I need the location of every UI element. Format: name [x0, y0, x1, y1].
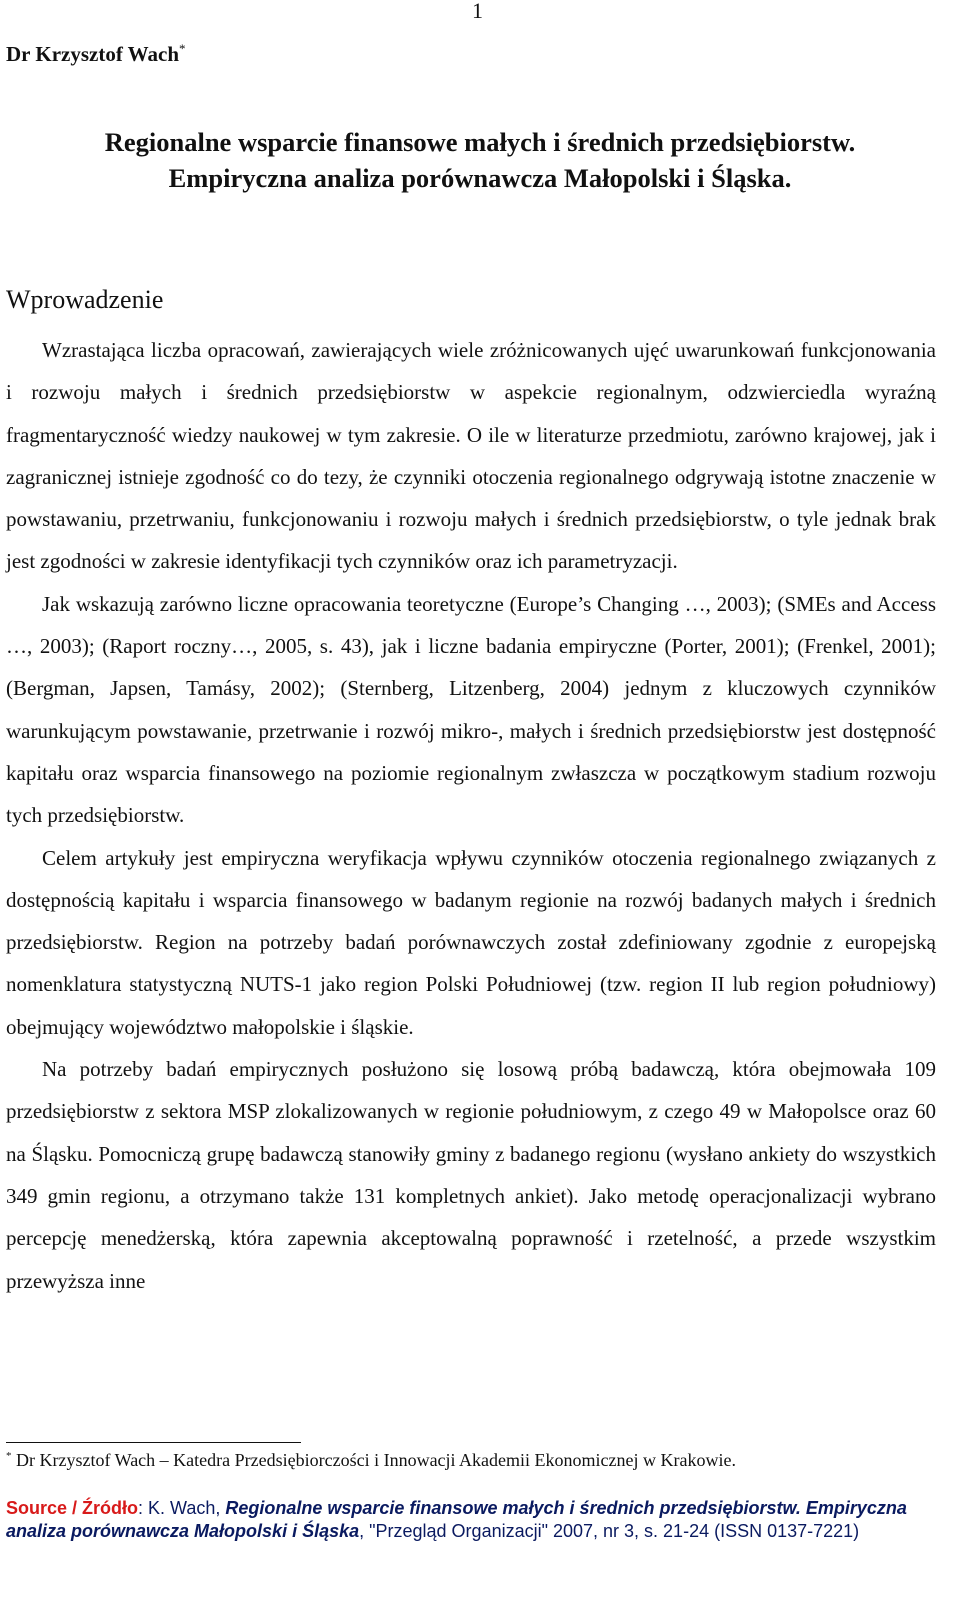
footnote-divider [6, 1442, 301, 1443]
source-title: Regionalne wsparcie finansowe małych i średnich przedsiębiorstw. Empiryczna analiza porównawcza Małopolski i Śląska [6, 1498, 907, 1541]
paragraph: Wzrastająca liczba opracowań, zawierających wiele zróżnicowanych ujęć uwarunkowań funkcjonowania i rozwoju małych i średnich przedsiębiorstw w aspekcie regionalnym, odzwierciedla wyraźną fragmentaryczność wiedzy naukowej w tym zakresie. O ile w literaturze przedmiotu, zarówno krajowej, jak i zagranicznej istnieje zgodność co do tezy, że czynniki otoczenia regionalnego odgrywają istotne znaczenie w powstawaniu, przetrwaniu, funkcjonowaniu i rozwoju małych i średnich przedsiębiorstw, o tyle jednak brak jest zgodności w zakresie identyfikacji tych czynników oraz ich parametryzacji. [6, 338, 936, 574]
footnote-marker: * [6, 1450, 12, 1462]
body-text [6, 329, 936, 1302]
source-label: Source / Źródło [6, 1498, 139, 1518]
page-number: 1 [472, 0, 483, 23]
article-title-line-1: Regionalne wsparcie finansowe małych i średnich przedsiębiorstw. [104, 127, 856, 157]
section-heading: Wprowadzenie [6, 285, 164, 314]
source-author: : K. Wach, [138, 1498, 226, 1518]
footnote [6, 1447, 936, 1473]
paragraph: Jak wskazują zarówno liczne opracowania teoretyczne (Europe’s Changing …, 2003); (SMEs and Access …, 2003); (Raport roczny…, 2005, s. 43), jak i liczne badania empiryczne (Porter, 2001); (Frenkel, 2001); (Bergman, Japsen, Tamásy, 2002); (Sternberg, Litzenberg, 2004) jednym z kluczowych czynników warunkującym powstawanie, przetrwanie i rozwój mikro-, małych i średnich przedsiębiorstw jest dostępność kapitału oraz wsparcia finansowego na poziomie regionalnym zwłaszcza w początkowym stadium rozwoju tych przedsiębiorstw. [6, 591, 936, 828]
article-title-line-2: Empiryczna analiza porównawcza Małopolski i Śląska. [168, 163, 792, 193]
author-name: Dr Krzysztof Wach [6, 42, 180, 66]
footnote-text: Dr Krzysztof Wach – Katedra Przedsiębiorczości i Innowacji Akademii Ekonomicznej w Krakowie. [11, 1450, 736, 1470]
source-citation [6, 1497, 946, 1543]
paragraph: Na potrzeby badań empirycznych posłużono się losową próbą badawczą, która obejmowała 109 przedsiębiorstw z sektora MSP zlokalizowanych w regionie południowym, z czego 49 w Małopolsce oraz 60 na Śląsku. Pomocniczą grupę badawczą stanowiły gminy z badanego regionu (wysłano ankiety do wszystkich 349 gmin regionu, a otrzymano także 131 kompletnych ankiet). Jako metodę operacjonalizacji wybrano percepcję menedżerską, która zapewnia akceptowalną poprawność i rzetelność, a przede wszystkim przewyższa inne [6, 1057, 936, 1293]
author-line [6, 40, 186, 68]
article-title [0, 124, 960, 196]
source-details: , "Przegląd Organizacji" 2007, nr 3, s. 21-24 (ISSN 0137-7221) [359, 1521, 860, 1541]
paragraph: Celem artykuły jest empiryczna weryfikacja wpływu czynników otoczenia regionalnego związanych z dostępnością kapitału i wsparcia finansowego w badanym regionie na rozwój badanych małych i średnich przedsiębiorstw. Region na potrzeby badań porównawczych został zdefiniowany zgodnie z europejską nomenklatura statystyczną NUTS-1 jako region Polski Południowej (tzw. region II lub region południowy) obejmujący województwo małopolskie i śląskie. [6, 845, 936, 1039]
author-footnote-marker[interactable]: * [179, 41, 186, 56]
